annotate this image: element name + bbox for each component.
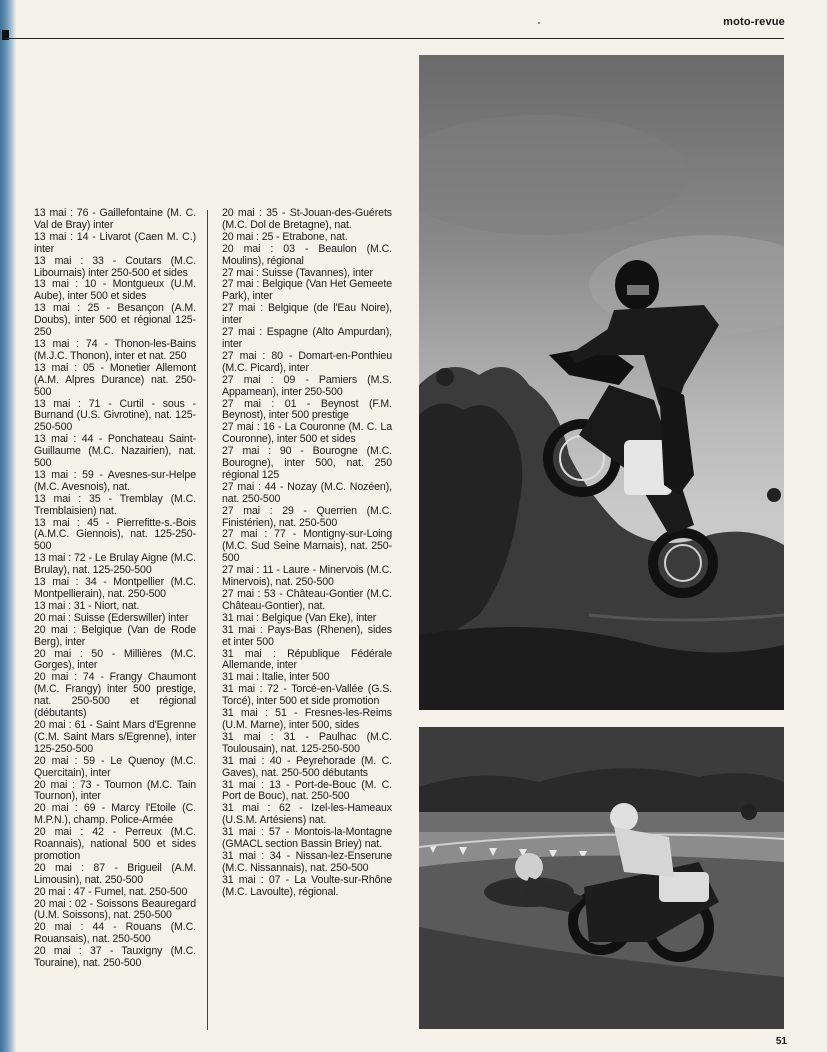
schedule-entry: 20 mai : 47 - Fumel, nat. 250-500 [34, 885, 188, 898]
schedule-entry: 27 mai : Belgique (de l'Eau Noire), inter [222, 302, 392, 327]
schedule-entry: 13 mai : 74 - Thonon-les-Bains (M.J.C. Thonon), inter et nat. 250 [34, 337, 196, 362]
schedule-entry: 27 mai : 11 - Laure - Minervois (M.C. Minervois), nat. 250-500 [222, 564, 392, 589]
schedule-entry: 13 mai : 76 - Gaillefontaine (M. C. Val de Bray) inter [34, 207, 196, 231]
schedule-entry: 13 mai : 05 - Monetier Allemont (A.M. Alpres Durance) nat. 250-500 [34, 361, 196, 398]
schedule-entry: 27 mai : 16 - La Couronne (M. C. La Couronne), inter 500 et sides [222, 421, 392, 446]
schedule-entry: 20 mai : Suisse (Ederswiller) inter [34, 611, 189, 624]
schedule-entry: 13 mai : 59 - Avesnes-sur-Helpe (M.C. Avesnois), nat. [34, 468, 196, 493]
schedule-entry: 27 mai : 29 - Querrien (M.C. Finistérien), nat. 250-500 [222, 504, 392, 529]
schedule-column-left [34, 208, 196, 970]
schedule-entry: 13 mai : 14 - Livarot (Caen M. C.) inter [34, 230, 196, 255]
header-rule [6, 38, 784, 39]
schedule-entry: 27 mai : 80 - Domart-en-Ponthieu (M.C. Picard), inter [222, 349, 392, 374]
schedule-entry: 27 mai : 90 - Bourogne (M.C. Bourogne), inter 500, nat. 250 régional 125 [222, 445, 392, 481]
schedule-entry: 27 mai : 77 - Montigny-sur-Loing (M.C. Sud Seine Marnais), nat. 250-500 [222, 528, 392, 565]
schedule-column-right [222, 208, 392, 899]
schedule-entry: 20 mai : 74 - Frangy Chaumont (M.C. Frangy) inter 500 prestige, nat. 250-500 et régional (débutants) [34, 671, 196, 720]
schedule-entry: 27 mai : Belgique (Van Het Gemeete Park), inter [222, 278, 392, 303]
schedule-entry: 20 mai : 25 - Etrabone, nat. [222, 230, 348, 243]
photo-sidecar-race [419, 727, 784, 1029]
schedule-entry: 13 mai : 72 - Le Brulay Aigne (M.C. Brulay), nat. 125-250-500 [34, 552, 196, 577]
schedule-entry: 27 mai : 09 - Pamiers (M.S. Appamean), inter 250-500 [222, 373, 392, 398]
schedule-entry: 20 mai : 50 - Millières (M.C. Gorges), inter [34, 647, 196, 672]
schedule-entry: 20 mai : 73 - Tournon (M.C. Tain Tournon), inter [34, 778, 196, 803]
schedule-entry: 13 mai : 45 - Pierrefitte-s.-Bois (A.M.C. Giennois), nat. 125-250-500 [34, 516, 196, 553]
schedule-entry: 31 mai : 13 - Port-de-Bouc (M. C. Port de Bouc), nat. 250-500 [222, 778, 392, 803]
schedule-entry: 20 mai : 35 - St-Jouan-des-Guérets (M.C. Dol de Bretagne), nat. [222, 207, 392, 231]
schedule-entry: 20 mai : 87 - Brigueil (A.M. Limousin), nat. 250-500 [34, 861, 196, 886]
schedule-entry: 20 mai : 03 - Beaulon (M.C. Moulins), régional [222, 242, 392, 267]
schedule-entry: 31 mai : 51 - Fresnes-les-Reims (U.M. Marne), inter 500, sides [222, 707, 392, 731]
photo-rider-jump [419, 55, 784, 710]
schedule-entry: 31 mai : 57 - Montois-la-Montagne (GMACL section Bassin Briey) nat. [222, 826, 392, 851]
schedule-entry: 27 mai : 53 - Château-Gontier (M.C. Château-Gontier), nat. [222, 588, 392, 612]
schedule-entry: 20 mai : 61 - Saint Mars d'Egrenne (C.M. Saint Mars s/Egrenne), inter 125-250-500 [34, 718, 196, 755]
schedule-entry: 13 mai : 44 - Ponchateau Saint-Guillaume (M.C. Nazairien), nat. 500 [34, 433, 196, 470]
schedule-entry: 31 mai : Italie, inter 500 [222, 671, 330, 684]
schedule-entry: 27 mai : Espagne (Alto Ampurdan), inter [222, 326, 392, 350]
schedule-entry: 20 mai : 59 - Le Quenoy (M.C. Quercitain), inter [34, 754, 196, 779]
magazine-title: moto-revue [723, 16, 785, 28]
print-speck [538, 22, 540, 24]
schedule-entry: 13 mai : 25 - Besançon (A.M. Doubs), inter 500 et régional 125-250 [34, 302, 196, 339]
schedule-entry: 13 mai : 35 - Tremblay (M.C. Tremblaisien) nat. [34, 492, 196, 517]
column-divider [207, 210, 208, 1030]
schedule-entry: 31 mai : 34 - Nissan-lez-Enserune (M.C. Nissannais), nat. 250-500 [222, 849, 392, 874]
schedule-entry: 31 mai : 31 - Paulhac (M.C. Toulousain), nat. 125-250-500 [222, 730, 392, 755]
schedule-entry: 20 mai : 37 - Tauxigny (M.C. Touraine), nat. 250-500 [34, 945, 196, 970]
schedule-entry: 13 mai : 31 - Niort, nat. [34, 599, 140, 612]
schedule-entry: 31 mai : 72 - Torcé-en-Vallée (G.S. Torcé), inter 500 et side promotion [222, 683, 392, 708]
schedule-entry: 31 mai : 62 - Izel-les-Hameaux (U.S.M. Artésiens) nat. [222, 802, 392, 827]
schedule-entry: 27 mai : Suisse (Tavannes), inter [222, 266, 373, 279]
schedule-entry: 13 mai : 34 - Montpellier (M.C. Montpellierain), nat. 250-500 [34, 576, 196, 600]
schedule-entry: 27 mai : 44 - Nozay (M.C. Nozéen), nat. 250-500 [222, 480, 392, 505]
schedule-entry: 20 mai : Belgique (Van de Rode Berg), inter [34, 623, 196, 648]
schedule-entry: 31 mai : 40 - Peyrehorade (M. C. Gaves), nat. 250-500 débutants [222, 754, 392, 779]
schedule-entry: 20 mai : 42 - Perreux (M.C. Roannais), national 500 et sides promotion [34, 826, 196, 862]
schedule-entry: 20 mai : 44 - Rouans (M.C. Rouansais), nat. 250-500 [34, 921, 196, 946]
schedule-entry: 13 mai : 33 - Coutars (M.C. Libournais) inter 250-500 et sides [34, 254, 196, 279]
page-number: 51 [775, 1036, 787, 1047]
schedule-entry: 31 mai : Pays-Bas (Rhenen), sides et inter 500 [222, 623, 392, 648]
schedule-entry: 20 mai : 02 - Soissons Beauregard (U.M. Soissons), nat. 250-500 [34, 897, 196, 922]
schedule-entry: 31 mai : 07 - La Voulte-sur-Rhône (M.C. Lavoulte), régional. [222, 873, 392, 898]
schedule-entry: 13 mai : 71 - Curtil - sous - Burnand (U.S. Givrotine), nat. 125-250-500 [34, 397, 196, 434]
schedule-entry: 31 mai : République Fédérale Allemande, inter [222, 647, 392, 672]
schedule-entry: 31 mai : Belgique (Van Eke), inter [222, 611, 377, 624]
schedule-entry: 20 mai : 69 - Marcy l'Etoile (C. M.P.N.), champ. Police-Armée [34, 802, 196, 827]
schedule-entry: 13 mai : 10 - Montgueux (U.M. Aube), inter 500 et sides [34, 278, 196, 303]
schedule-entry: 27 mai : 01 - Beynost (F.M. Beynost), inter 500 prestige [222, 397, 392, 422]
magazine-spine [0, 0, 16, 1052]
